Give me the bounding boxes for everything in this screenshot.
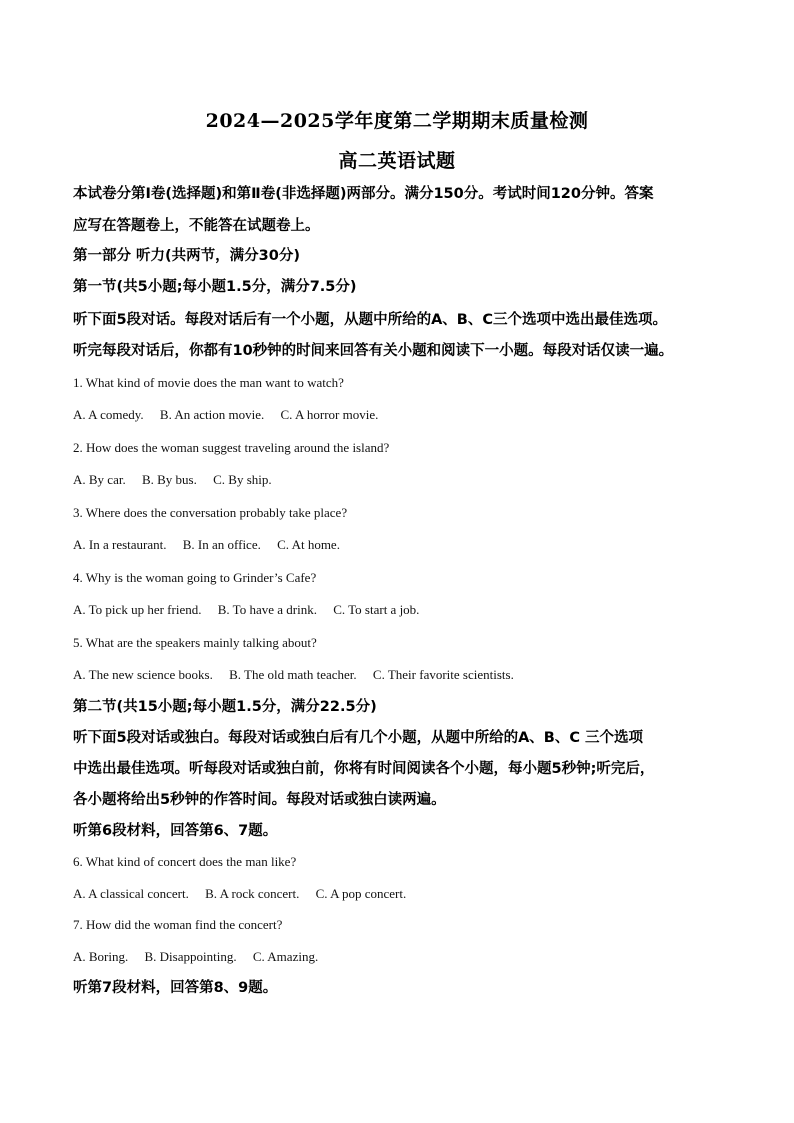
section1-instruction-2: 听完每段对话后，你都有10秒钟的时间来回答有关小题和阅读下一小题。每段对话仅读一遍。: [73, 343, 674, 359]
material-7-heading: 听第7段材料，回答第8、9题。: [73, 980, 278, 996]
material-6-heading: 听第6段材料，回答第6、7题。: [73, 823, 278, 839]
option-b: B. By bus.: [141, 472, 197, 487]
question-4-options: [73, 600, 733, 620]
section2-instruction-1: 听下面5段对话或独白。每段对话或独白后有几个小题，从题中所给的A、B、C 三个选项: [73, 730, 644, 746]
question-4: 4. Why is the woman going to Grinder’s Cafe?: [73, 570, 317, 585]
question-7: 7. How did the woman find the concert?: [73, 917, 283, 932]
question-3-options: [73, 535, 733, 555]
section1-instruction-1: 听下面5段对话。每段对话后有一个小题，从题中所给的A、B、C三个选项中选出最佳选项。: [73, 312, 668, 328]
question-3: 3. Where does the conversation probably take place?: [73, 505, 348, 520]
question-1-options: [73, 405, 733, 425]
option-b: B. In an office.: [182, 537, 261, 552]
option-c: C. At home.: [277, 537, 340, 552]
intro-line-2: 应写在答题卷上，不能答在试题卷上。: [73, 218, 320, 234]
option-a: A. The new science books.: [73, 667, 213, 682]
question-2-options: [73, 470, 733, 490]
section2-heading: 第二节(共15小题;每小题1.5分，满分22.5分): [73, 699, 377, 715]
option-c: C. A pop concert.: [315, 886, 407, 901]
option-b: B. An action movie.: [159, 407, 265, 422]
option-a: A. To pick up her friend.: [73, 602, 202, 617]
part1-heading: 第一部分 听力(共两节，满分30分): [73, 248, 300, 264]
option-b: B. To have a drink.: [217, 602, 317, 617]
question-6: 6. What kind of concert does the man like?: [73, 854, 297, 869]
option-c: C. To start a job.: [333, 602, 420, 617]
intro-line-1: 本试卷分第Ⅰ卷(选择题)和第Ⅱ卷(非选择题)两部分。满分150分。考试时间120分钟。答案: [73, 186, 654, 202]
option-c: C. A horror movie.: [280, 407, 379, 422]
option-c: C. Their favorite scientists.: [372, 667, 514, 682]
question-6-options: [73, 884, 733, 904]
option-b: B. Disappointing.: [144, 949, 237, 964]
option-b: B. A rock concert.: [205, 886, 300, 901]
question-1: 1. What kind of movie does the man want to watch?: [73, 375, 344, 390]
section2-instruction-2: 中选出最佳选项。听每段对话或独白前，你将有时间阅读各个小题，每小题5秒钟;听完后，: [73, 761, 655, 777]
exam-subtitle: 高二英语试题: [338, 150, 456, 172]
option-a: A. Boring.: [73, 949, 129, 964]
question-7-options: [73, 947, 733, 967]
option-a: A. A classical concert.: [73, 886, 189, 901]
option-a: A. A comedy.: [73, 407, 144, 422]
option-a: A. By car.: [73, 472, 126, 487]
question-5: 5. What are the speakers mainly talking about?: [73, 635, 317, 650]
question-2: 2. How does the woman suggest traveling around the island?: [73, 440, 390, 455]
option-a: A. In a restaurant.: [73, 537, 167, 552]
question-5-options: [73, 665, 733, 685]
option-c: C. By ship.: [213, 472, 272, 487]
option-b: B. The old math teacher.: [229, 667, 357, 682]
section1-heading: 第一节(共5小题;每小题1.5分，满分7.5分): [73, 279, 357, 295]
option-c: C. Amazing.: [252, 949, 319, 964]
section2-instruction-3: 各小题将给出5秒钟的作答时间。每段对话或独白读两遍。: [73, 792, 446, 808]
exam-title: 2024—2025学年度第二学期期末质量检测: [205, 110, 589, 132]
